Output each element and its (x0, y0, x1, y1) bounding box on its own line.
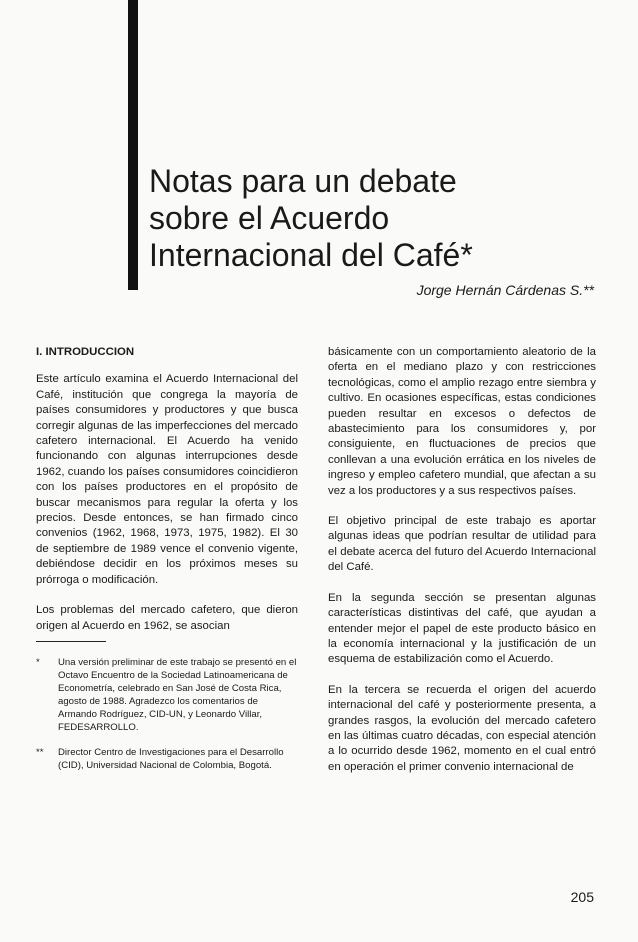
footnote-text: Una versión preliminar de este trabajo se presentó en el Octavo Encuentro de la Sociedad Latinoamericana de Econometría, celebrado en San José de Costa Rica, agosto de 1988. Agradezco los comentarios de Armando Rodríguez, CID-UN, y Leonardo Villar, FEDESARROLLO. (58, 656, 297, 733)
title-line: Notas para un debate (149, 163, 457, 199)
footnote (36, 746, 298, 772)
title-line: Internacional del Café* (149, 237, 473, 273)
paragraph: básicamente con un comportamiento aleatorio de la oferta en el mediano plazo y con restricciones tecnológicas, como el amplio rezago entre siembra y cultivo. En ocasiones específicas, estas condiciones pueden resultar en excesos o defectos de abastecimiento para los consumidores y, por consiguiente, en fluctuaciones de precios que conllevan a una evolución errática en los niveles de ingreso y empleo cafetero mundial, que afectan a su vez a los productores y a sus respectivos países. (328, 346, 596, 497)
author-name: Jorge Hernán Cárdenas S.** (416, 282, 594, 298)
footnote-mark: ** (36, 746, 44, 758)
paragraph: Este artículo examina el Acuerdo Internacional del Café, institución que congrega la mayoría de países consumidores y productores y que busca corregir algunas de las imperfecciones del mercado cafetero internacional. El Acuerdo ha venido funcionando con algunas interrupciones desde 1962, cuando los países consumidores coincidieron con los países productores en el propósito de buscar mecanismos para regular la oferta y los precios. Desde entonces, se han firmado cinco convenios (1962, 1968, 1973, 1975, 1982). El 30 de septiembre de 1989 vence el convenio vigente, debiéndose decidir en los próximos meses su prórroga o modificación. (36, 373, 298, 586)
paragraph: En la tercera se recuerda el origen del acuerdo internacional del café y posteriormente presenta, a grandes rasgos, la evolución del mercado cafetero en las últimas cuatro décadas, con especial atención a lo ocurrido desde 1962, momento en el cual entró en operación el primer convenio internacional de (328, 683, 596, 773)
footnote (36, 656, 298, 734)
section-heading: I. INTRODUCCION (36, 346, 135, 358)
footnote-mark: * (36, 656, 40, 668)
title-line: sobre el Acuerdo (149, 200, 390, 236)
paragraph: El objetivo principal de este trabajo es aportar algunas ideas que podrían resultar de utilidad para el debate acerca del futuro del Acuerdo Internacional del Café. (328, 515, 596, 574)
footnote-separator (36, 641, 106, 642)
right-column (328, 345, 596, 790)
page-number: 205 (570, 889, 594, 905)
title-accent-bar (128, 0, 138, 290)
paragraph: En la segunda sección se presentan algunas características distintivas del café, que ayudan a entender mejor el papel de este producto básico en la economía internacional y la justificación de un esquema de estabilización como el Acuerdo. (328, 591, 596, 666)
article-title (149, 163, 549, 274)
left-column (36, 345, 298, 784)
footnote-text: Director Centro de Investigaciones para el Desarrollo (CID), Universidad Nacional de Colombia, Bogotá. (58, 746, 284, 771)
paragraph: Los problemas del mercado cafetero, que dieron origen al Acuerdo en 1962, se asocian (36, 604, 298, 632)
